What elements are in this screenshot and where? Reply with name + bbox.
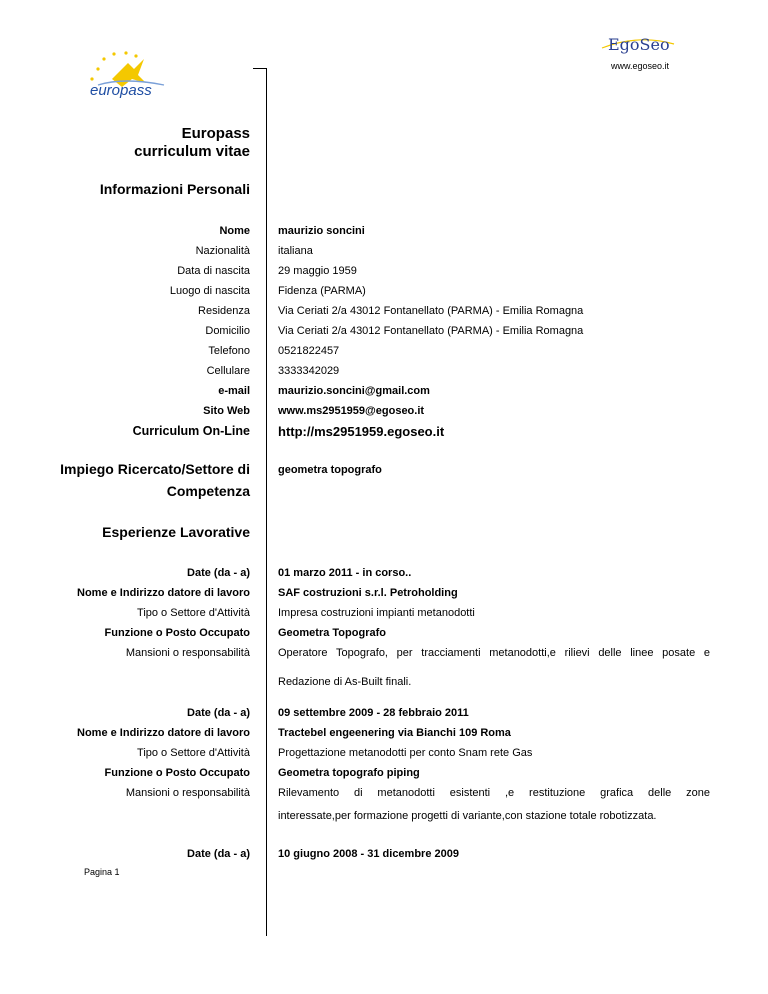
svg-text:EgoSeo: EgoSeo [608, 35, 670, 54]
header-rule [253, 68, 267, 69]
label-domicilio: Domicilio [205, 325, 250, 337]
job3-date: 10 giugno 2008 - 31 dicembre 2009 [278, 848, 459, 860]
svg-text:europass: europass [90, 82, 152, 99]
egoseo-url: www.egoseo.it [610, 61, 669, 71]
label-curriculum-online: Curriculum On-Line [132, 424, 250, 438]
job2-duties-line1: Rilevamento di metanodotti esistenti ,e restituzione grafica delle zone [278, 787, 710, 799]
label-sito-web: Sito Web [203, 405, 250, 417]
value-luogo-nascita: Fidenza (PARMA) [278, 285, 366, 297]
page-number: Pagina 1 [84, 867, 120, 877]
label-residenza: Residenza [198, 305, 250, 317]
job1-role-label: Funzione o Posto Occupato [104, 627, 250, 639]
value-telefono: 0521822457 [278, 345, 340, 357]
title-line1: Europass [181, 125, 250, 142]
job1-date: 01 marzo 2011 - in corso.. [278, 567, 412, 579]
europass-logo [84, 49, 170, 99]
section-heading-personal: Informazioni Personali [99, 181, 250, 197]
egoseo-logo [598, 32, 678, 54]
value-residenza: Via Ceriati 2/a 43012 Fontanellato (PARMA) - Emilia Romagna [278, 305, 584, 317]
label-nazionalita: Nazionalità [195, 245, 250, 257]
label-cellulare: Cellulare [206, 365, 250, 377]
job1-duties-label: Mansioni o responsabilità [125, 647, 250, 659]
job3-date-label: Date (da - a) [187, 848, 250, 860]
job2-sector-label: Tipo o Settore d'Attività [137, 747, 250, 759]
job2-employer: Tractebel engeenering via Bianchi 109 Roma [278, 727, 511, 739]
job2-employer-label: Nome e Indirizzo datore di lavoro [77, 727, 250, 739]
job2-role: Geometra topografo piping [278, 767, 420, 779]
label-luogo-nascita: Luogo di nascita [169, 285, 250, 297]
job1-role: Geometra Topografo [278, 627, 386, 639]
impiego-label-line1: Impiego Ricercato/Settore di [60, 461, 250, 477]
column-divider [266, 68, 267, 936]
label-telefono: Telefono [208, 345, 250, 357]
job1-date-label: Date (da - a) [187, 567, 250, 579]
section-heading-esperienze: Esperienze Lavorative [102, 524, 250, 540]
value-email: maurizio.soncini@gmail.com [278, 385, 430, 397]
value-nazionalita: italiana [278, 245, 313, 257]
value-nome: maurizio soncini [278, 225, 365, 237]
job2-date-label: Date (da - a) [187, 707, 250, 719]
job2-duties-label: Mansioni o responsabilità [125, 787, 250, 799]
label-nome: Nome [219, 225, 250, 237]
job1-sector-label: Tipo o Settore d'Attività [137, 607, 250, 619]
value-curriculum-online: http://ms2951959.egoseo.it [278, 424, 445, 439]
job1-employer: SAF costruzioni s.r.l. Petroholding [278, 587, 458, 599]
job1-sector: Impresa costruzioni impianti metanodotti [278, 607, 475, 619]
job2-sector: Progettazione metanodotti per conto Snam rete Gas [278, 747, 533, 759]
label-data-nascita: Data di nascita [177, 265, 250, 277]
label-email: e-mail [218, 385, 250, 397]
impiego-label-line2: Competenza [166, 483, 250, 499]
job1-duties-line2: Redazione di As-Built finali. [278, 676, 412, 688]
value-cellulare: 3333342029 [278, 365, 340, 377]
job2-duties-line2: interessate,per formazione progetti di variante,con stazione totale robotizzata. [278, 810, 657, 822]
value-data-nascita: 29 maggio 1959 [278, 265, 357, 277]
job1-duties-line1: Operatore Topografo, per tracciamenti metanodotti,e rilievi delle linee posate e [278, 647, 710, 659]
job1-employer-label: Nome e Indirizzo datore di lavoro [77, 587, 250, 599]
title-line2: curriculum vitae [134, 143, 250, 160]
job2-role-label: Funzione o Posto Occupato [104, 767, 250, 779]
impiego-value: geometra topografo [278, 464, 382, 476]
value-sito-web: www.ms2951959@egoseo.it [278, 405, 425, 417]
job2-date: 09 settembre 2009 - 28 febbraio 2011 [278, 707, 469, 719]
value-domicilio: Via Ceriati 2/a 43012 Fontanellato (PARMA) - Emilia Romagna [278, 325, 584, 337]
